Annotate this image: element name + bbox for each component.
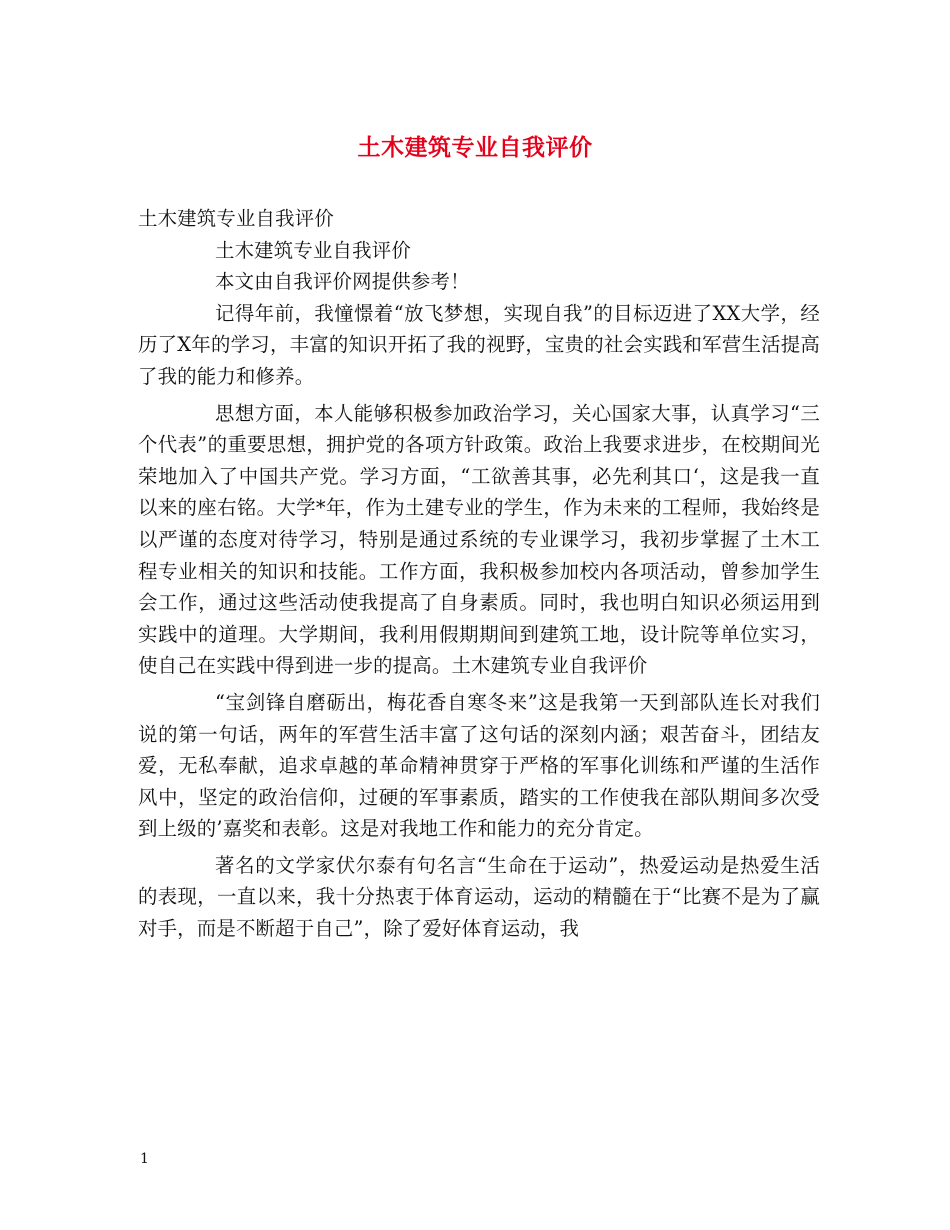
paragraph-source-note: 本文由自我评价网提供参考！ [215,270,470,294]
page-number: 1 [140,1151,149,1167]
document-title: 土木建筑专业自我评价 [357,134,593,161]
paragraph-sports: 著名的文学家伏尔泰有句名言“生命在于运动”，热爱运动是热爱生活的表现，一直以来，我十分热衷于体育运动，运动的精髓在于“比赛不是为了赢对手，而是不断超于自己”，除了爱好体育运动，我 [138,853,820,941]
paragraph-intro: 记得年前，我憧憬着“放飞梦想，实现自我”的目标迈进了XX大学，经历了X年的学习，丰富的知识开拓了我的视野，宝贵的社会实践和军营生活提高了我的能力和修养。 [138,301,820,388]
paragraph-heading: 土木建筑专业自我评价 [138,207,334,230]
paragraph-subheading: 土木建筑专业自我评价 [215,238,411,262]
paragraph-military-life: “宝剑锋自磨砺出，梅花香自寒冬来”这是我第一天到部队连长对我们说的第一句话，两年的军营生活丰富了这句话的深刻内涵；艰苦奋斗，团结友爱，无私奉献，追求卓越的革命精神贯穿于严格的军事化训练和严谨的生活作风中，坚定的政治信仰，过硬的军事素质，踏实的工作使我在部队期间多次受到上级的’嘉奖和表彰。这是对我地工作和能力的充分肯定。 [138,690,820,841]
document-body [138,203,820,945]
paragraph-thought-study-work: 思想方面，本人能够积极参加政治学习，关心国家大事，认真学习“三个代表”的重要思想，拥护党的各项方针政策。政治上我要求进步，在校期间光荣地加入了中国共产党。学习方面，“工欲善其事，必先利其口‘，这是我一直以来的座右铭。大学*年，作为土建专业的学生，作为未来的工程师，我始终是以严谨的态度对待学习，特别是通过系统的专业课学习，我初步掌握了土木工程专业相关的知识和技能。工作方面，我积极参加校内各项活动，曾参加学生会工作，通过这些活动使我提高了自身素质。同时，我也明白知识必须运用到实践中的道理。大学期间，我利用假期期间到建筑工地，设计院等单位实习，使自己在实践中得到进一步的提高。土木建筑专业自我评价 [138,401,820,678]
